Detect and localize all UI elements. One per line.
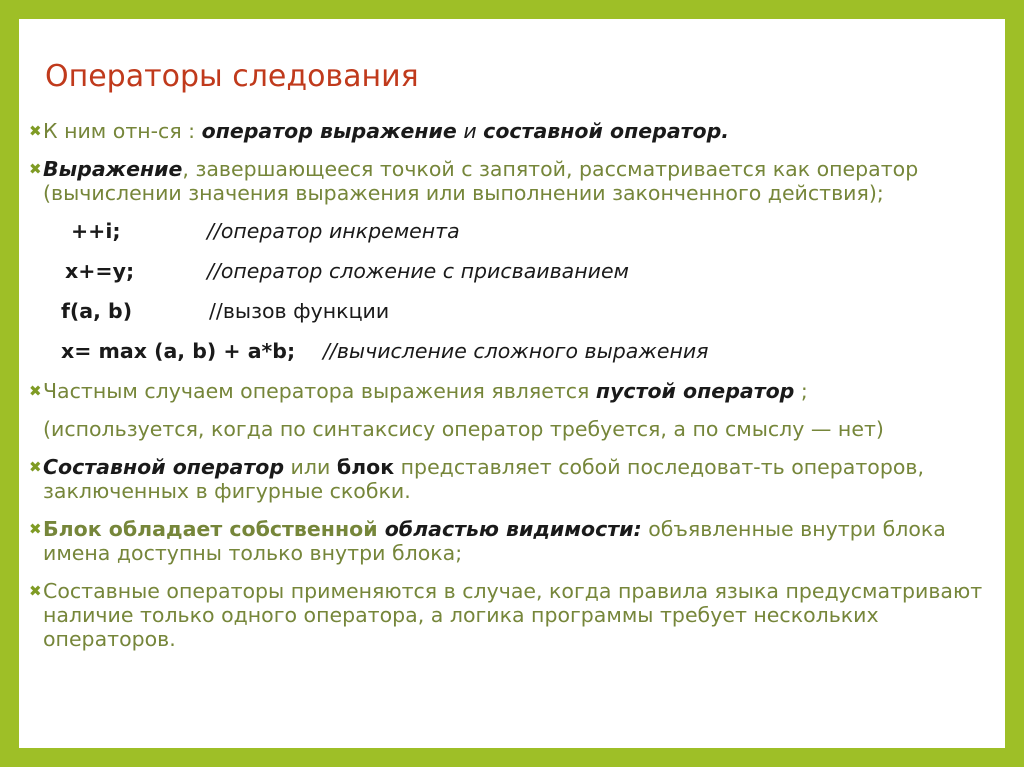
bullet-statement-kinds <box>29 119 989 143</box>
bullet-text: представляет собой последоват-ть операторов, заключенных в фигурные скобки. <box>43 455 924 503</box>
bullet-text: или <box>284 455 337 479</box>
note-empty-statement: (используется, когда по синтаксису оператор требуется, а по смыслу — нет) <box>43 417 884 441</box>
code-comment: //оператор инкремента <box>207 219 460 243</box>
term-expression: Выражение <box>43 157 183 181</box>
bullet-empty-statement <box>29 379 989 403</box>
term-compound-statement: составной оператор. <box>483 119 730 143</box>
code-text: ++i; <box>71 219 121 243</box>
code-example <box>29 339 989 363</box>
slide-title: Операторы следования <box>45 59 419 94</box>
bullet-text: ; <box>794 379 808 403</box>
code-example <box>29 219 989 243</box>
bullet-text: и <box>456 119 484 143</box>
code-text: x+=y; <box>65 259 135 283</box>
x-bullet-icon: ✖ <box>29 582 42 600</box>
x-bullet-icon: ✖ <box>29 382 42 400</box>
code-comment: //оператор сложение с присваиванием <box>207 259 630 283</box>
bullet-text: объявленные внутри блока имена доступны только внутри блока; <box>43 517 946 565</box>
code-example <box>29 259 989 283</box>
code-text: f(a, b) <box>61 299 133 323</box>
bullet-compound-statement <box>29 455 989 503</box>
code-comment: //вызов функции <box>209 299 390 323</box>
x-bullet-icon: ✖ <box>29 520 42 538</box>
term-compound-statement: Составной оператор <box>43 455 285 479</box>
term-expression-statement: оператор выражение <box>201 119 457 143</box>
code-example <box>29 299 989 323</box>
term-visibility-scope: областью видимости: <box>384 517 642 541</box>
bullet-compound-usage <box>29 579 989 651</box>
x-bullet-icon: ✖ <box>29 458 42 476</box>
bullet-text: Составные операторы применяются в случае, когда правила языка предусматривают наличие только одного оператора, а логика программы требует нескольких операторов. <box>43 579 983 651</box>
code-comment: //вычисление сложного выражения <box>323 339 709 363</box>
bullet-text: , завершающееся точкой с запятой, рассматривается как оператор (вычислении значения выражения или выполнении законченного действия); <box>43 157 919 205</box>
slide <box>19 19 1005 748</box>
term-own-scope: Блок обладает собственной <box>43 517 385 541</box>
x-bullet-icon: ✖ <box>29 160 42 178</box>
bullet-text: К ним отн-ся : <box>43 119 202 143</box>
term-block: блок <box>336 455 395 479</box>
slide-body <box>29 119 989 665</box>
bullet-block-scope <box>29 517 989 565</box>
bullet-expression <box>29 157 989 205</box>
code-text: x= max (a, b) + a*b; <box>61 339 296 363</box>
x-bullet-icon: ✖ <box>29 122 42 140</box>
term-empty-statement: пустой оператор <box>595 379 795 403</box>
bullet-text: Частным случаем оператора выражения является <box>43 379 596 403</box>
